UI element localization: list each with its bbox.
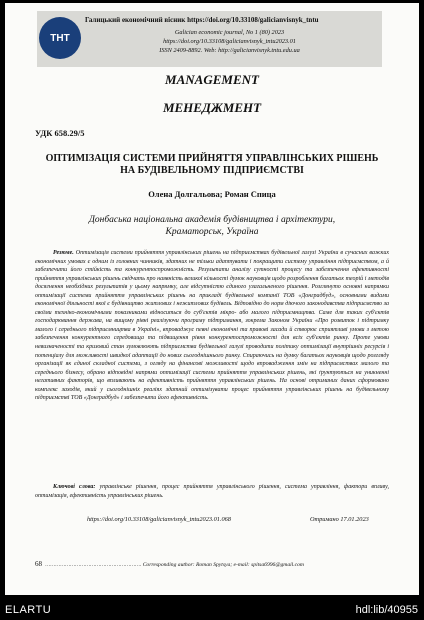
page-number: 68 [35, 560, 42, 568]
abstract-label: Резюме. [53, 250, 74, 256]
journal-logo: ТНТ [39, 17, 81, 59]
repository-name: ELARTU [5, 604, 52, 616]
section-title-en: MANAGEMENT [165, 72, 259, 87]
corresponding-author: …………………………………………………. Corresponding author: Roman Spytsya; e-mail: spitsa6996@gmail.com [45, 562, 304, 568]
journal-issn: ISSN 2409-8892. Web: http://galicianvisnyk.tntu.edu.ua [159, 47, 300, 54]
handle-id: hdl:lib/40955 [355, 604, 418, 616]
repository-bar [0, 600, 424, 620]
journal-doi: https://doi.org/10.33108/galicianvisnyk_tntu2023.01 [163, 38, 296, 45]
abstract [35, 249, 389, 403]
keywords-label: Ключові слова: [53, 484, 96, 490]
received-date: Отримано 17.01.2023 [310, 516, 369, 523]
journal-name-en: Galician economic journal, No 1 (80) 2023 [174, 29, 285, 36]
paper-authors: Олена Долгальова; Роман Спица [148, 189, 276, 199]
paper-affiliation: Донбаська національна академія будівництва і архітектури, Краматорськ, Україна [88, 215, 336, 237]
document-page [5, 3, 419, 595]
udc-code: УДК 658.29/5 [35, 128, 85, 138]
article-doi[interactable]: https://doi.org/10.33108/galicianvisnyk_tntu2023.01.068 [87, 516, 231, 523]
page-footer [35, 560, 389, 568]
abstract-text: Оптимізація системи прийняття управлінських рішень на підприємствах будівельної галузі України в сучасних важких економічних умовах є одним із головних чинників, здатних не тільки адаптувати і покращити систему управління підприємством, а й забезпечити його стійкість та конкурентоспроможність. Результати аналізу сутності процесу та забезпечення ефективності прийняття управлінських рішень свідчать про наявність великої кількості думок науковців щодо розроблення багатьох теорій і методів досягнення необхідних результатів у цьому напрямку, але відсутністю єдиного узагальненого рішення. Розглянуто основні напрямки оптимізації системи прийняття управлінських рішень на прикладі будівельної компанії ТОВ «Донградбуд», основними видами економічної діяльності якої є будівництво житлових і нежитлових будівель. Відповідно до норм діючого законодавства підприємство за своїми техніко-економічними показниками відноситься до суб'єктів мікро- або малого підприємництва. Саме для таких суб'єктів господарювання держава, на вищому рівні реалізуючи програму підтримання, зокрема Законом України «Про розвиток і підтримку малого і середнього підприємництва в Україні», впроваджує певні економічні та правові засади й створює сприятливі умови з метою забезпечення конкурентного середовища та підвищення рівня конкурентоспроможності для всіх суб'єктів ринку. Проте умови невизначеності та кризовий стан зумовлюють підприємства будівельної галузі проводити політику оптимізації внутрішніх ресурсів і потенціалу для можливості швидкої адаптації до нових сьогоднішнього ринку. Спираючись на думку багатьох науковців щодо розгляду організації як єдиної складної системи, з огляду на фінансові можливості щодо впровадження змін на підприємствах малого та середнього бізнесу, обрано відповідні напрями оптимізації системи прийняття управлінських рішень, які ґрунтуються на уникненні негативних факторів, що впливають на ефективність прийняття управлінських рішень. На основі отриманих даних сформовано комплекс заходів, який у сьогоднішніх реаліях здатний оптимізувати процес прийняття управлінських рішень на будівельному підприємстві ТОВ «Донградбуд» і забезпечити його ефективність. [35, 250, 389, 402]
journal-header [37, 11, 382, 67]
journal-name: Галицький економічний вісник https://doi.org/10.33108/galicianvisnyk_tntu [85, 16, 319, 24]
section-title-ua: МЕНЕДЖМЕНТ [162, 100, 262, 115]
paper-title: ОПТИМІЗАЦІЯ СИСТЕМИ ПРИЙНЯТТЯ УПРАВЛІНСЬКИХ РІШЕНЬ НА БУДІВЕЛЬНОМУ ПІДПРИЄМСТВІ [45, 153, 379, 176]
keywords [35, 483, 389, 500]
keywords-text: управлінське рішення, процес прийняття управлінського рішення, система управління, фактори впливу, оптимізація, ефективність управлінських рішень. [35, 484, 390, 499]
